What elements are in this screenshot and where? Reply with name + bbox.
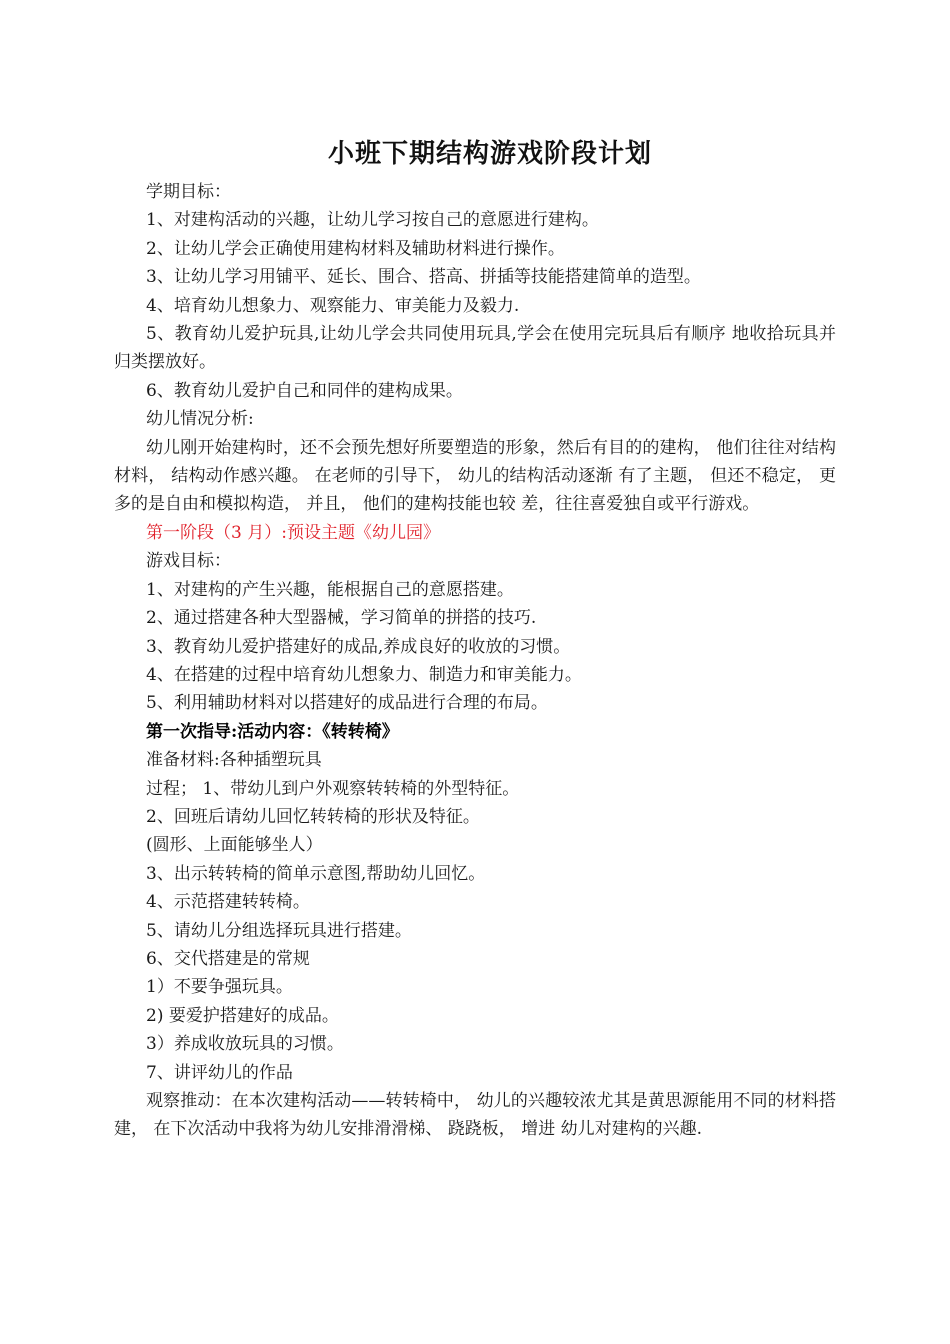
paragraph: 4、培育幼儿想象力、观察能力、审美能力及毅力.	[146, 295, 520, 316]
paragraph: 1、对建构的产生兴趣，能根据自己的意愿搭建。	[146, 579, 514, 600]
paragraph: 5、请幼儿分组选择玩具进行搭建。	[146, 920, 412, 941]
paragraph: 幼儿刚开始建构时，还不会预先想好所要塑造的形象，然后有目的的建构， 他们往往对结构材料， 结构动作感兴趣。 在老师的引导下， 幼儿的结构活动逐渐 有了主题， 但还不稳定， 更多的是自由和模拟构造， 并且， 他们的建构技能也较 差，往往喜爱独自或平行游戏。	[114, 437, 836, 515]
paragraph: 过程； 1、带幼儿到户外观察转转椅的外型特征。	[146, 778, 520, 799]
paragraph: 3、教育幼儿爱护搭建好的成品,养成良好的收放的习惯。	[146, 636, 571, 657]
paragraph: 7、讲评幼儿的作品	[146, 1062, 293, 1083]
paragraph: (圆形、上面能够坐人）	[146, 835, 323, 856]
paragraph: 观察推动：在本次建构活动——转转椅中， 幼儿的兴趣较浓尤其是黄思源能用不同的材料搭建， 在下次活动中我将为幼儿安排滑滑梯、 跷跷板， 增进 幼儿对建构的兴趣.	[114, 1091, 836, 1140]
paragraph: 4、示范搭建转转椅。	[146, 892, 310, 913]
paragraph: 幼儿情况分析:	[146, 409, 254, 430]
section-heading: 第一阶段（3 月）:预设主题《幼儿园》	[146, 522, 440, 543]
paragraph: 6、教育幼儿爱护自己和同伴的建构成果。	[146, 380, 463, 401]
paragraph: 游戏目标：	[146, 551, 231, 572]
paragraph: 1、对建构活动的兴趣，让幼儿学习按自己的意愿进行建构。	[146, 210, 599, 231]
paragraph: 5、利用辅助材料对以搭建好的成品进行合理的布局。	[146, 693, 548, 714]
paragraph: 3）养成收放玩具的习惯。	[146, 1034, 344, 1055]
paragraph: 4、在搭建的过程中培育幼儿想象力、制造力和审美能力。	[146, 664, 582, 685]
document-body	[114, 178, 836, 1144]
subsection-heading: 第一次指导:活动内容：《转转椅》	[146, 721, 399, 742]
paragraph: 1）不要争强玩具。	[146, 977, 293, 998]
paragraph: 2、通过搭建各种大型器械，学习简单的拼搭的技巧.	[146, 608, 537, 629]
paragraph: 学期目标：	[146, 182, 231, 202]
paragraph: 2、回班后请幼儿回忆转转椅的形状及特征。	[146, 806, 480, 827]
page-title: 小班下期结构游戏阶段计划	[327, 139, 652, 169]
paragraph: 3、出示转转椅的简单示意图,帮助幼儿回忆。	[146, 863, 486, 884]
paragraph: 5、教育幼儿爱护玩具,让幼儿学会共同使用玩具,学会在使用完玩具后有顺序 地收拾玩具并归类摆放好。	[114, 324, 836, 373]
paragraph: 2、让幼儿学会正确使用建构材料及辅助材料进行操作。	[146, 238, 565, 259]
paragraph: 6、交代搭建是的常规	[146, 948, 310, 969]
paragraph: 2) 要爱护搭建好的成品。	[146, 1005, 339, 1026]
paragraph: 3、让幼儿学习用铺平、延长、围合、搭高、拼插等技能搭建简单的造型。	[146, 267, 701, 288]
paragraph: 准备材料:各种插塑玩具	[146, 750, 322, 771]
